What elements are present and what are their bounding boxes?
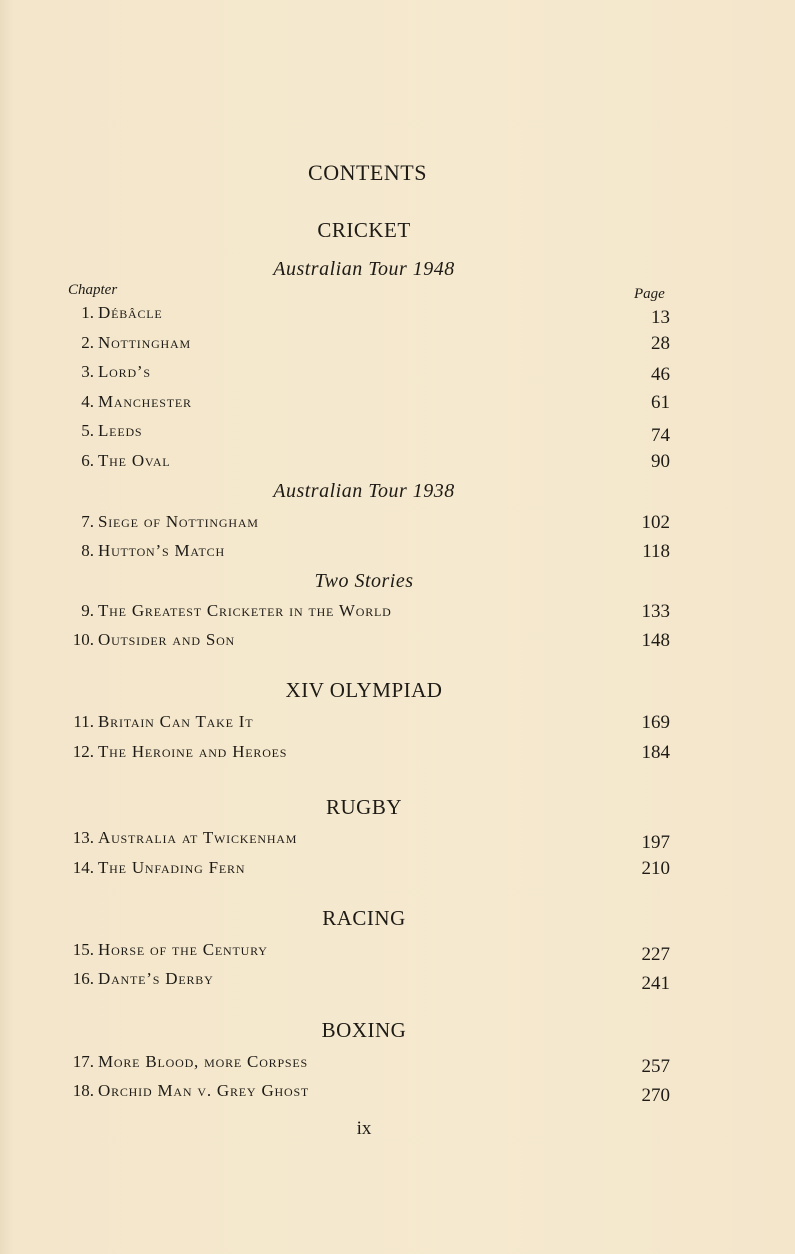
chapter-title: Australia at Twickenham [98,828,298,847]
chapter-number: 13. [72,828,94,847]
chapter-title: Débâcle [98,303,163,322]
chapter-title: Dante’s Derby [98,969,214,988]
chapter-number: 11. [73,712,94,731]
page-number: 197 [641,832,670,853]
chapter-number: 1. [81,303,94,322]
toc-entry [60,541,670,567]
toc-entry [60,712,670,738]
page-number: 270 [641,1085,670,1106]
toc-entry [60,742,670,768]
toc-entry [60,1052,670,1078]
section-heading-olympiad: XIV OLYMPIAD [285,678,443,702]
toc-entry [60,451,670,477]
toc-entry [60,828,670,854]
chapter-number: 6. [81,451,94,470]
toc-entry [60,303,670,329]
chapter-title: More Blood, more Corpses [98,1052,309,1071]
page-number: 13 [651,307,670,328]
toc-entry [60,512,670,538]
page-column-header: Page [634,286,665,302]
subsection-heading-tour-1938: Australian Tour 1938 [273,480,455,502]
page-number: 148 [641,630,670,651]
section-heading-rugby: RUGBY [325,795,402,819]
chapter-number: 12. [72,742,94,761]
toc-entry [60,421,670,447]
chapter-number: 7. [81,512,94,531]
subsection-heading-tour-1948: Australian Tour 1948 [273,258,455,280]
chapter-number: 4. [81,392,94,411]
chapter-number: 17. [72,1052,94,1071]
page-title: CONTENTS [308,160,427,185]
chapter-title: Leeds [98,421,143,440]
page-number: 169 [641,712,670,733]
page-number: 184 [641,742,670,763]
section-heading-cricket: CRICKET [317,218,411,242]
page-number: 210 [641,858,670,879]
chapter-number: 9. [81,601,94,620]
chapter-title: Hutton’s Match [98,541,225,560]
page-number: 28 [651,333,670,354]
page-number: 74 [651,425,670,446]
chapter-title: Horse of the Century [98,940,268,959]
page-number: 257 [641,1056,670,1077]
chapter-title: Orchid Man v. Grey Ghost [98,1081,310,1100]
page-number: 90 [651,451,670,472]
chapter-title: Siege of Nottingham [98,512,259,531]
subsection-heading-two-stories: Two Stories [314,570,414,592]
chapter-title: Outsider and Son [98,630,236,649]
toc-entry [60,392,670,418]
chapter-number: 8. [81,541,94,560]
chapter-title: The Oval [98,451,171,470]
chapter-title: Nottingham [98,333,191,352]
chapter-title: Manchester [98,392,192,411]
chapter-number: 10. [72,630,94,649]
toc-entry [60,601,670,627]
chapter-number: 3. [81,362,94,381]
page-number: 118 [642,541,670,562]
section-heading-racing: RACING [322,906,406,930]
page-number: 102 [641,512,670,533]
chapter-title: The Unfading Fern [98,858,246,877]
page-folio: ix [356,1118,372,1139]
chapter-number: 15. [72,940,94,959]
toc-entry [60,858,670,884]
toc-entry [60,333,670,359]
toc-entry [60,1081,670,1107]
toc-entry [60,630,670,656]
toc-entry [60,362,670,388]
chapter-title: Lord’s [98,362,151,381]
chapter-number: 16. [72,969,94,988]
chapter-number: 2. [81,333,94,352]
toc-entry [60,969,670,995]
page-number: 133 [641,601,670,622]
chapter-column-header: Chapter [68,282,118,298]
section-heading-boxing: BOXING [321,1018,407,1042]
chapter-title: The Heroine and Heroes [98,742,288,761]
chapter-number: 18. [72,1081,94,1100]
page-number: 61 [651,392,670,413]
page-number: 241 [641,973,670,994]
page-number: 46 [651,364,670,385]
chapter-number: 14. [72,858,94,877]
toc-entry [60,940,670,966]
chapter-number: 5. [81,421,94,440]
chapter-title: Britain Can Take It [98,712,254,731]
chapter-title: The Greatest Cricketer in the World [98,601,392,620]
page-number: 227 [641,944,670,965]
